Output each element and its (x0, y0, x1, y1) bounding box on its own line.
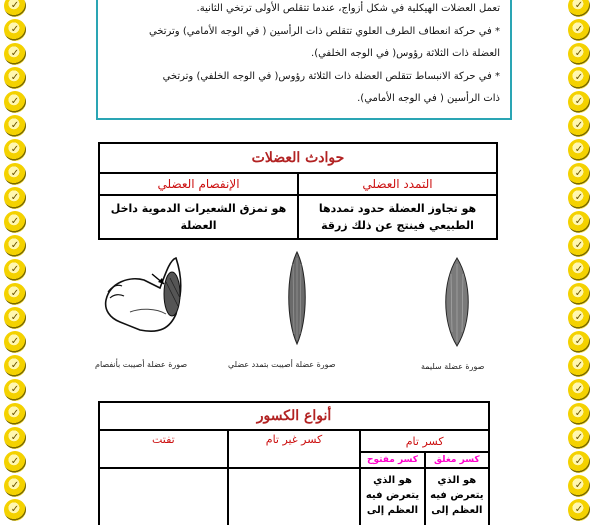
table-cell: هو الذي يتعرض فيه العظم إلى (360, 468, 424, 525)
border-ornament-icon: ✓ (568, 427, 590, 449)
muscle-pairs-note (96, 0, 512, 120)
border-ornament-icon: ✓ (4, 67, 26, 89)
table-title: حوادث العضلات (99, 143, 497, 173)
border-ornament-icon: ✓ (4, 403, 26, 425)
border-ornament-icon: ✓ (4, 19, 26, 41)
border-ornament-icon: ✓ (568, 283, 590, 305)
border-ornament-icon: ✓ (568, 211, 590, 233)
border-ornament-icon: ✓ (568, 91, 590, 113)
column-header: كسر تام (360, 430, 489, 452)
border-ornament-icon: ✓ (4, 475, 26, 497)
table-cell: هو تمزق الشعيرات الدموية داخل العضلة (99, 195, 298, 239)
border-ornament-icon: ✓ (568, 0, 590, 17)
border-ornament-icon: ✓ (4, 259, 26, 281)
border-ornament-icon: ✓ (4, 355, 26, 377)
border-ornament-icon: ✓ (4, 331, 26, 353)
column-header: الإنفصام العضلي (99, 173, 298, 195)
border-ornament-icon: ✓ (4, 91, 26, 113)
border-ornament-icon: ✓ (568, 139, 590, 161)
muscle-injuries-table (98, 142, 498, 240)
fracture-types-table (98, 401, 490, 525)
border-ornament-icon: ✓ (4, 211, 26, 233)
sub-header: كسر مغلق (425, 452, 489, 468)
note-line: تعمل العضلات الهيكلية في شكل أزواج، عندما تتقلص الأولى ترتخي الثانية. (196, 3, 500, 14)
border-ornament-icon: ✓ (4, 235, 26, 257)
border-ornament-icon: ✓ (4, 43, 26, 65)
torn-muscle-arm-figure (100, 252, 210, 344)
note-line: * في حركة انعطاف الطرف العلوي تتقلص ذات الرأسين ( في الوجه الأمامي) وترتخي (148, 25, 500, 37)
border-ornament-icon: ✓ (4, 139, 26, 161)
border-ornament-icon: ✓ (568, 259, 590, 281)
border-ornament-icon: ✓ (568, 379, 590, 401)
border-ornament-icon: ✓ (568, 307, 590, 329)
note-line: * في حركة الانبساط تتقلص العضلة ذات الثلاثة رؤوس( في الوجه الخلفي) وترتخي (162, 70, 500, 82)
table-cell: هو تجاوز العضلة حدود تمددها الطبيعي فينتج عن ذلك زرقة (298, 195, 497, 239)
border-ornament-icon: ✓ (568, 115, 590, 137)
border-ornament-icon: ✓ (568, 451, 590, 473)
column-header: تفتت (99, 430, 228, 468)
border-ornament-icon: ✓ (4, 499, 26, 521)
note-line: ذات الرأسين ( في الوجه الأمامي). (357, 93, 500, 104)
table-title: أنواع الكسور (99, 402, 489, 430)
border-ornament-icon: ✓ (568, 187, 590, 209)
table-cell (99, 468, 228, 525)
border-ornament-icon: ✓ (568, 43, 590, 65)
table-cell (228, 468, 361, 525)
healthy-muscle-figure (440, 256, 474, 348)
border-ornament-icon: ✓ (4, 283, 26, 305)
figure-caption: صورة عضلة أصيبت بأنفصام (95, 360, 188, 369)
note-line: العضلة ذات الثلاثة رؤوس( في الوجه الخلفي). (311, 48, 500, 59)
border-ornament-icon: ✓ (568, 19, 590, 41)
border-ornament-icon: ✓ (568, 403, 590, 425)
border-ornament-icon: ✓ (4, 379, 26, 401)
border-ornament-icon: ✓ (4, 163, 26, 185)
decorative-border-left (2, 0, 28, 525)
border-ornament-icon: ✓ (568, 67, 590, 89)
border-ornament-icon: ✓ (4, 451, 26, 473)
strained-muscle-figure (282, 250, 312, 346)
border-ornament-icon: ✓ (568, 235, 590, 257)
border-ornament-icon: ✓ (4, 0, 26, 17)
border-ornament-icon: ✓ (4, 115, 26, 137)
column-header: التمدد العضلي (298, 173, 497, 195)
border-ornament-icon: ✓ (568, 355, 590, 377)
border-ornament-icon: ✓ (568, 331, 590, 353)
table-cell: هو الذي يتعرض فيه العظم إلى (425, 468, 489, 525)
figure-caption: صورة عضلة سليمة (421, 362, 485, 371)
sub-header: كسر مفتوح (360, 452, 424, 468)
decorative-border-right (566, 0, 592, 525)
figure-caption: صورة عضلة أصيبت بتمدد عضلي (228, 360, 336, 369)
column-header: كسر غير تام (228, 430, 361, 468)
border-ornament-icon: ✓ (568, 499, 590, 521)
border-ornament-icon: ✓ (4, 427, 26, 449)
border-ornament-icon: ✓ (4, 187, 26, 209)
border-ornament-icon: ✓ (4, 307, 26, 329)
border-ornament-icon: ✓ (568, 163, 590, 185)
border-ornament-icon: ✓ (568, 475, 590, 497)
